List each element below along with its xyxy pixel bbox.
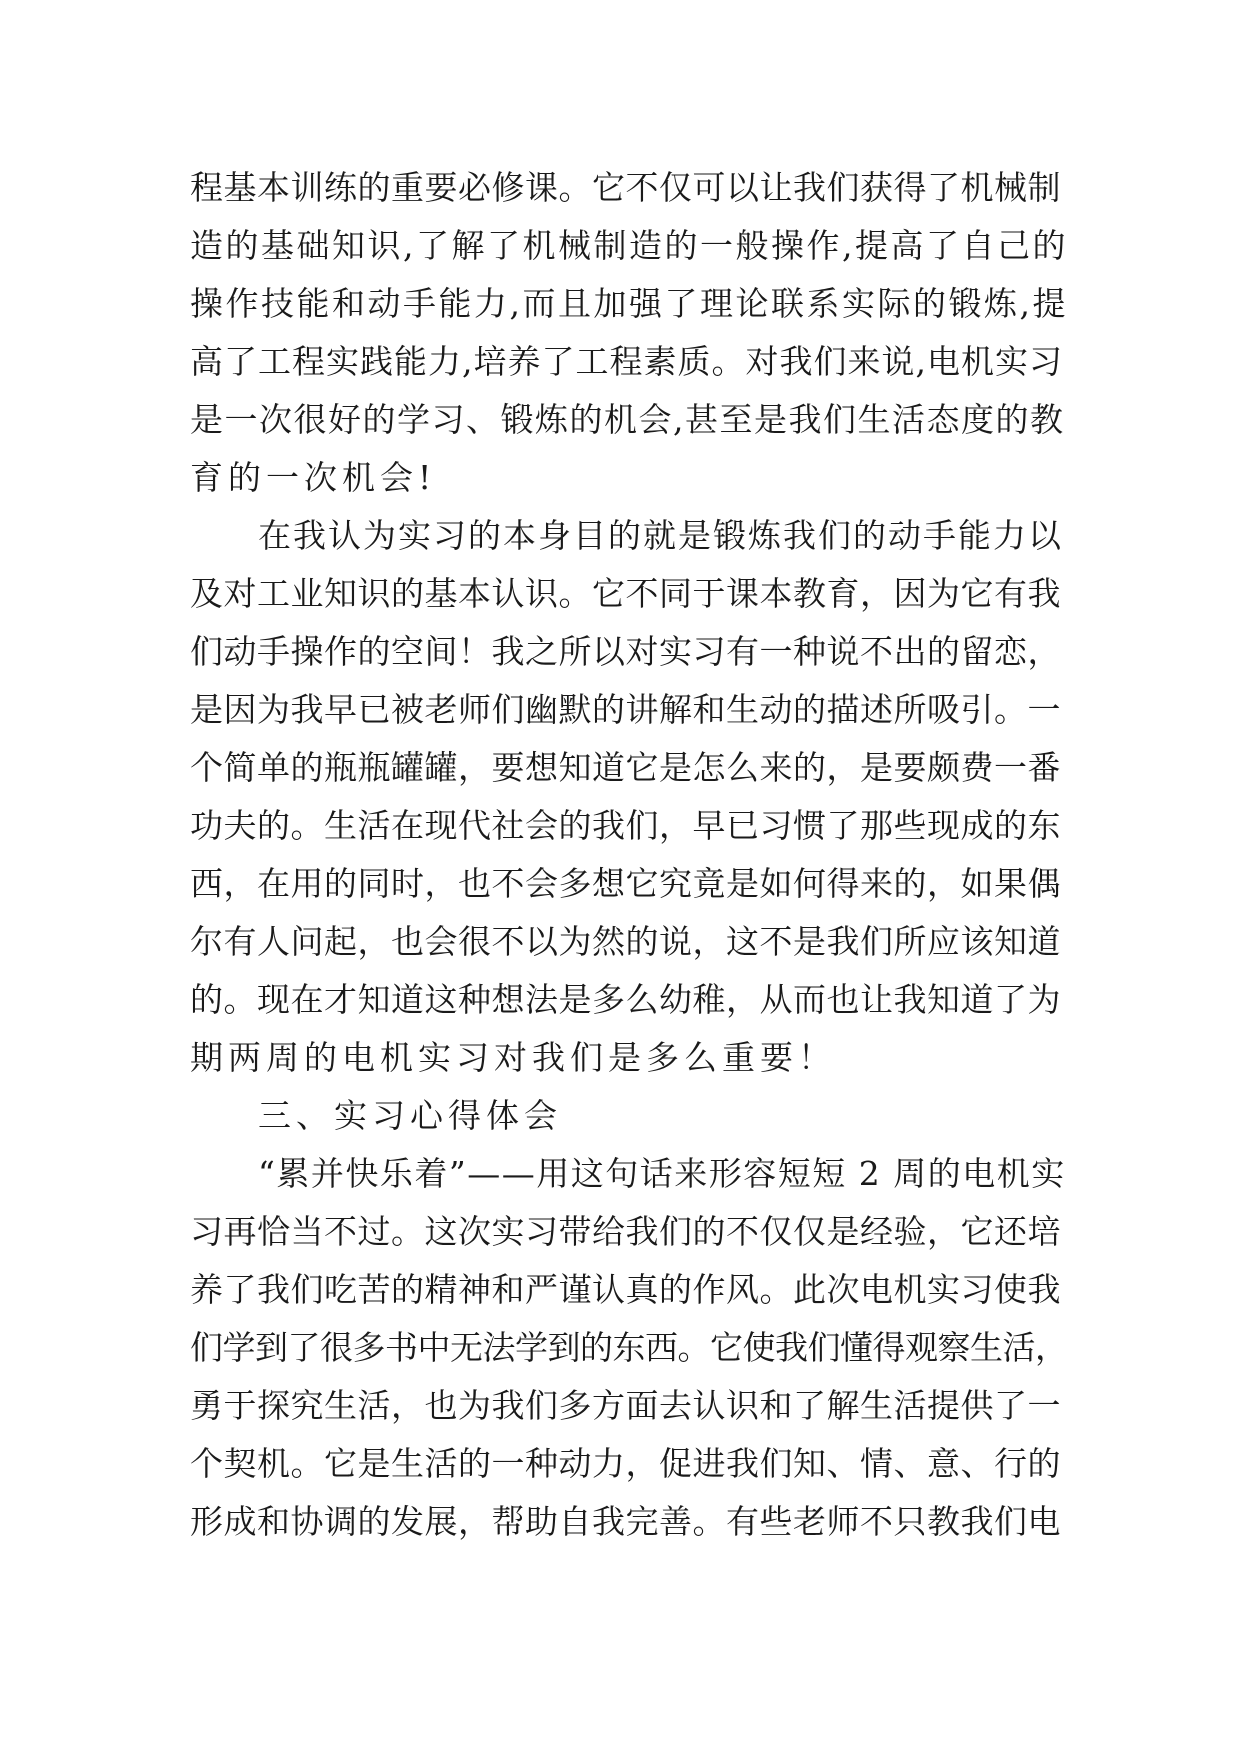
text-line: 勇于探究生活，也为我们多方面去认识和了解生活提供了一 bbox=[190, 1386, 1061, 1425]
text-line: 个契机。它是生活的一种动力，促进我们知、情、意、行的 bbox=[190, 1444, 1061, 1483]
text-line: 功夫的。生活在现代社会的我们，早已习惯了那些现成的东 bbox=[190, 806, 1061, 845]
text-line: 个简单的瓶瓶罐罐，要想知道它是怎么来的，是要颇费一番 bbox=[190, 748, 1061, 787]
text-line: 尔有人问起，也会很不以为然的说，这不是我们所应该知道 bbox=[190, 922, 1061, 961]
text-line: 程基本训练的重要必修课。它不仅可以让我们获得了机械制 bbox=[190, 168, 1061, 207]
text-line: 高了工程实践能力,培养了工程素质。对我们来说,电机实习 bbox=[190, 342, 1063, 381]
text-line: 是一次很好的学习、锻炼的机会,甚至是我们生活态度的教 bbox=[190, 400, 1065, 439]
text-line: 期两周的电机实习对我们是多么重要！ bbox=[190, 1038, 836, 1077]
text-line: 习再恰当不过。这次实习带给我们的不仅仅是经验，它还培 bbox=[190, 1212, 1061, 1251]
text-line: 及对工业知识的基本认识。它不同于课本教育，因为它有我 bbox=[190, 574, 1061, 613]
text-line: 形成和协调的发展，帮助自我完善。有些老师不只教我们电 bbox=[190, 1502, 1061, 1541]
text-line: 西，在用的同时，也不会多想它究竟是如何得来的，如果偶 bbox=[190, 864, 1061, 903]
text-line: 的。现在才知道这种想法是多么幼稚，从而也让我知道了为 bbox=[190, 980, 1061, 1019]
text-line: 们学到了很多书中无法学到的东西。它使我们懂得观察生活， bbox=[190, 1328, 1068, 1367]
text-line: 育的一次机会! bbox=[190, 458, 437, 497]
text-line: 是因为我早已被老师们幽默的讲解和生动的描述所吸引。一 bbox=[190, 690, 1061, 729]
text-line: 操作技能和动手能力,而且加强了理论联系实际的锻炼,提 bbox=[190, 284, 1068, 323]
paragraph-first-line: “累并快乐着”——用这句话来形容短短 2 周的电机实 bbox=[258, 1154, 1066, 1193]
text-line: 造的基础知识,了解了机械制造的一般操作,提高了自己的 bbox=[190, 226, 1068, 265]
text-line: 养了我们吃苦的精神和严谨认真的作风。此次电机实习使我 bbox=[190, 1270, 1061, 1309]
section-heading: 三、实习心得体会 bbox=[258, 1096, 562, 1135]
text-line: 们动手操作的空间！我之所以对实习有一种说不出的留恋， bbox=[190, 632, 1061, 671]
paragraph-first-line: 在我认为实习的本身目的就是锻炼我们的动手能力以 bbox=[258, 516, 1063, 555]
